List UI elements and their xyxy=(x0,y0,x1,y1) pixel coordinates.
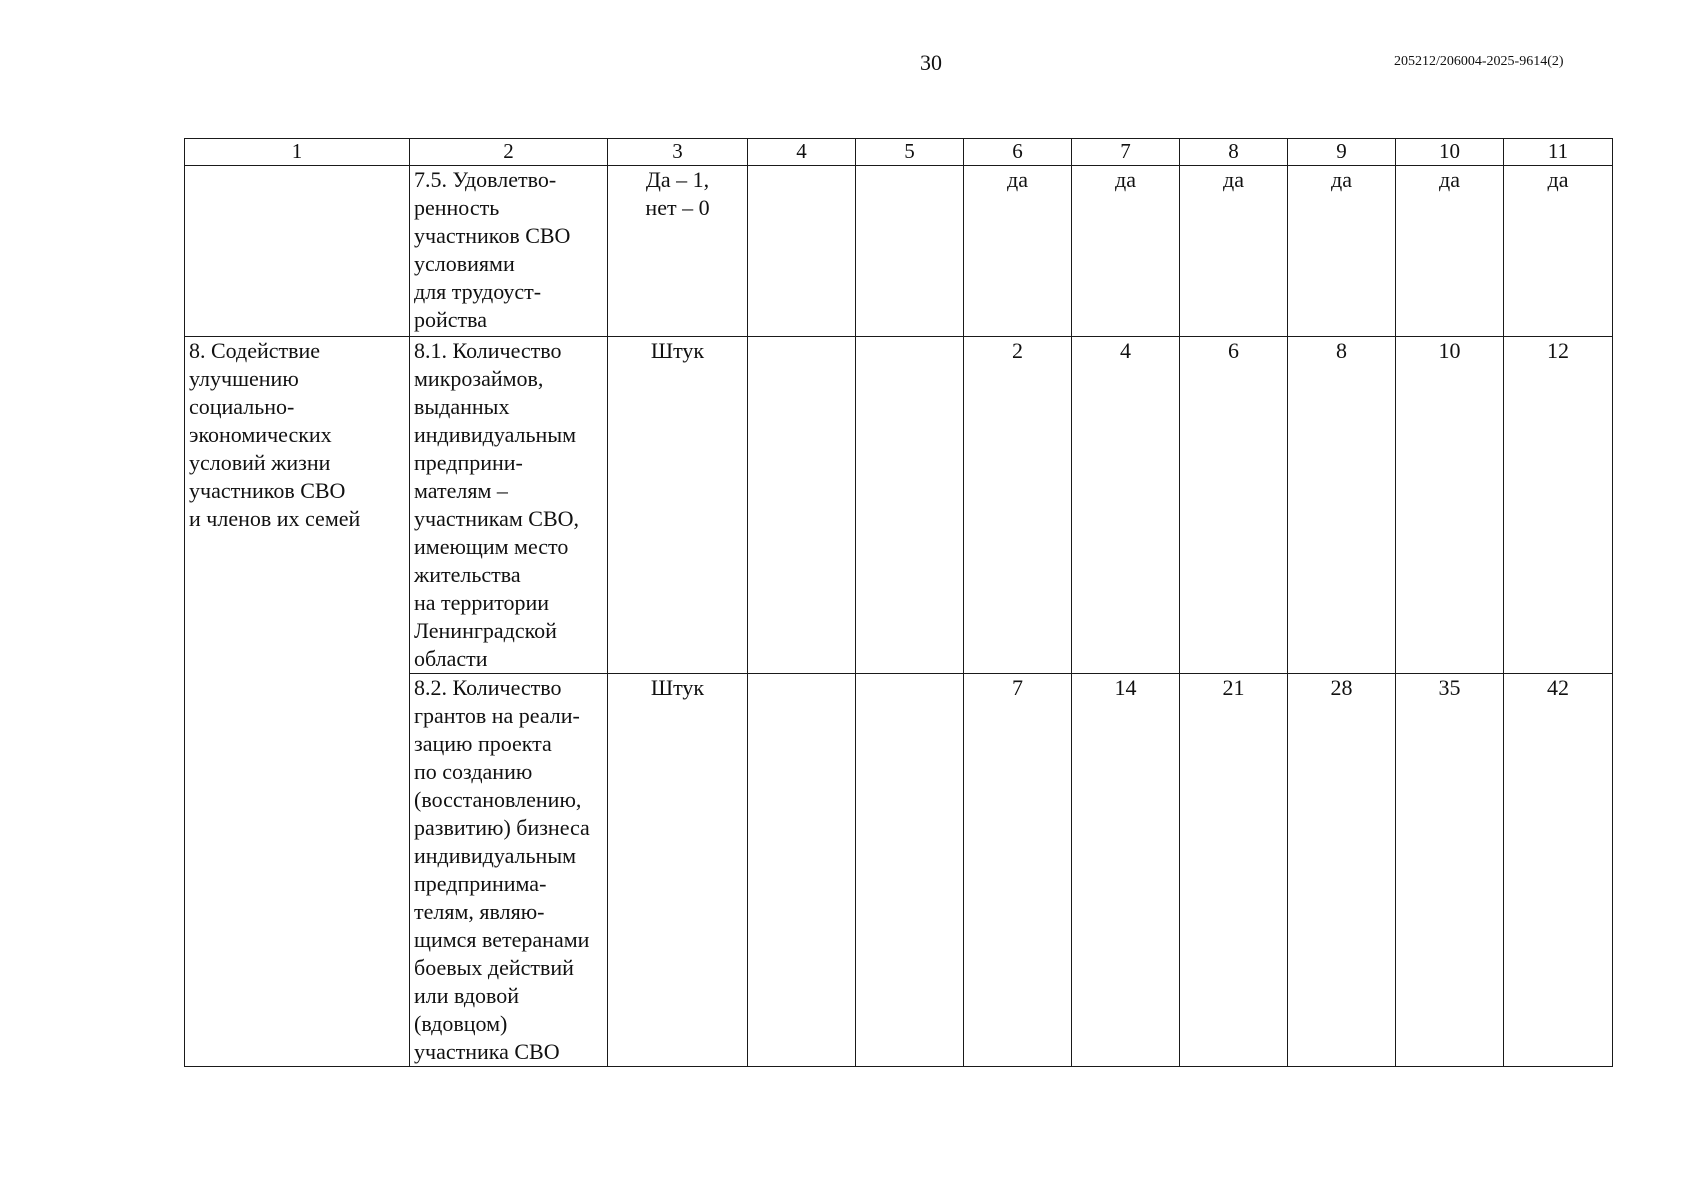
unit-cell: Штук xyxy=(608,674,748,1067)
value-cell: да xyxy=(1504,166,1613,337)
column-header: 4 xyxy=(748,139,856,166)
column-header: 10 xyxy=(1396,139,1504,166)
value-cell: да xyxy=(1396,166,1504,337)
column-header: 1 xyxy=(185,139,410,166)
column-header: 6 xyxy=(964,139,1072,166)
value-cell xyxy=(748,337,856,674)
value-cell: 35 xyxy=(1396,674,1504,1067)
value-cell xyxy=(748,674,856,1067)
value-cell: 28 xyxy=(1288,674,1396,1067)
column-header: 9 xyxy=(1288,139,1396,166)
page-number: 30 xyxy=(920,50,942,75)
value-cell xyxy=(856,337,964,674)
value-cell: да xyxy=(1180,166,1288,337)
column-header: 2 xyxy=(410,139,608,166)
indicator-cell: 8.1. Количество микрозаймов, выданных индивидуальным предприни- мателям – участникам СВО, имеющим место жительства на территории Ленинградской области xyxy=(410,337,608,674)
value-cell: 21 xyxy=(1180,674,1288,1067)
table-row xyxy=(185,166,1613,337)
value-cell: 14 xyxy=(1072,674,1180,1067)
goal-cell: 8. Содействие улучшению социально- экономических условий жизни участников СВО и членов их семей xyxy=(185,337,410,1067)
value-cell: 4 xyxy=(1072,337,1180,674)
goal-cell xyxy=(185,166,410,337)
table-row xyxy=(185,337,1613,674)
value-cell: да xyxy=(1072,166,1180,337)
column-header: 3 xyxy=(608,139,748,166)
column-header: 11 xyxy=(1504,139,1613,166)
column-number-row xyxy=(185,139,1613,166)
value-cell: 8 xyxy=(1288,337,1396,674)
value-cell: 10 xyxy=(1396,337,1504,674)
unit-cell: Да – 1, нет – 0 xyxy=(608,166,748,337)
value-cell xyxy=(856,674,964,1067)
value-cell: 12 xyxy=(1504,337,1613,674)
column-header: 8 xyxy=(1180,139,1288,166)
indicator-cell: 8.2. Количество грантов на реали- зацию проекта по созданию (восстановлению, развитию) бизнеса индивидуальным предпринима- телям, являю- щимся ветеранами боевых действий или вдовой (вдовцом) участника СВО xyxy=(410,674,608,1067)
document-id: 205212/206004-2025-9614(2) xyxy=(1394,54,1564,69)
value-cell: 2 xyxy=(964,337,1072,674)
value-cell xyxy=(748,166,856,337)
indicator-cell: 7.5. Удовлетво- ренность участников СВО условиями для трудоуст- ройства xyxy=(410,166,608,337)
value-cell: да xyxy=(964,166,1072,337)
column-header: 5 xyxy=(856,139,964,166)
column-header: 7 xyxy=(1072,139,1180,166)
unit-cell: Штук xyxy=(608,337,748,674)
value-cell: да xyxy=(1288,166,1396,337)
indicators-table xyxy=(184,138,1613,1067)
value-cell: 42 xyxy=(1504,674,1613,1067)
value-cell: 6 xyxy=(1180,337,1288,674)
value-cell: 7 xyxy=(964,674,1072,1067)
value-cell xyxy=(856,166,964,337)
